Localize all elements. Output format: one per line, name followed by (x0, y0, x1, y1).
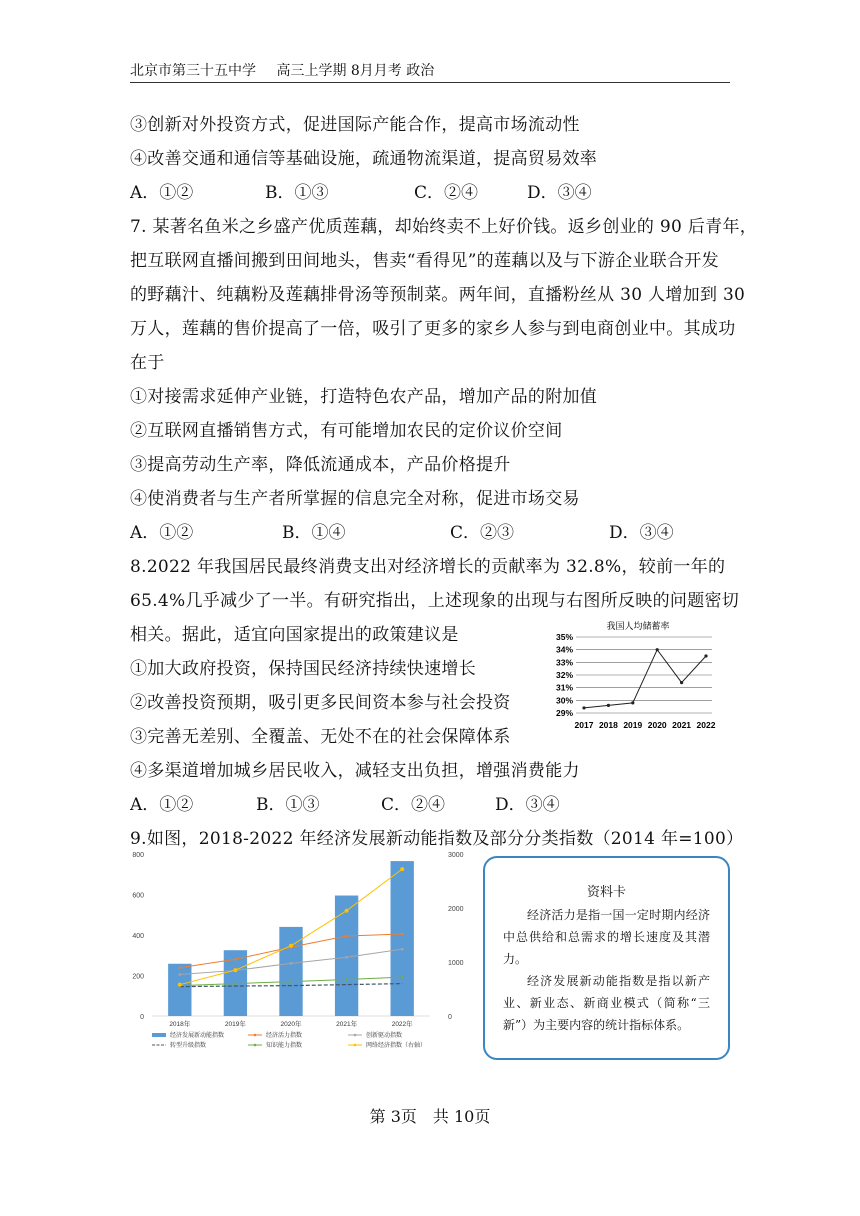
q8-option-3: ③完善无差别、全覆盖、无处不在的社会保障体系 (130, 727, 511, 747)
card-paragraph-2: 经济发展新动能指数是指以新产业、新业态、新商业模式（简称“三新”）为主要内容的统计指标体系。 (503, 974, 710, 1032)
page-footer: 第 3页 共 10页 (369, 1107, 491, 1126)
y-right-tick-label: 3000 (448, 852, 464, 859)
q8-option-2: ②改善投资预期，吸引更多民间资本参与社会投资 (130, 693, 511, 713)
data-point (607, 704, 610, 707)
q7-option-2: ②互联网直播销售方式，有可能增加农民的定价议价空间 (130, 421, 563, 441)
bar (168, 964, 191, 1016)
data-point (345, 978, 348, 981)
q6-choice-a: A．①② (130, 183, 194, 203)
q9-stem: 9.如图，2018-2022 年经济发展新动能指数及部分分类指数（2014 年=100） (130, 829, 744, 849)
q7-option-1: ①对接需求延伸产业链，打造特色农产品，增加产品的附加值 (130, 387, 598, 407)
series-line (584, 650, 706, 708)
y-left-tick-label: 0 (140, 1014, 144, 1021)
bar (391, 861, 414, 1016)
x-tick-label: 2022 (696, 720, 716, 730)
data-point (289, 944, 293, 948)
card-title: 资料卡 (586, 885, 626, 900)
y-tick-label: 34% (555, 644, 573, 655)
x-tick-label: 2018年 (169, 1021, 191, 1028)
data-point (179, 967, 182, 970)
legend-marker (254, 1034, 257, 1037)
q7-choice-d: D．③④ (609, 523, 674, 543)
legend-marker (354, 1044, 357, 1047)
q8-choice-a: A．①② (130, 795, 194, 815)
data-point (631, 701, 634, 704)
legend-label: 创新驱动指数 (366, 1033, 403, 1039)
card-paragraph-1: 经济活力是指一国一定时期内经济中总供给和总需求的增长速度及其潜力。 (503, 908, 710, 966)
q7-stem-4: 万人，莲藕的售价提高了一倍，吸引了更多的家乡人参与到电商创业中。其成功 (130, 319, 736, 339)
legend-swatch (152, 1033, 166, 1037)
data-point (582, 706, 585, 709)
q7-option-4: ④使消费者与生产者所掌握的信息完全对称，促进市场交易 (130, 489, 580, 509)
legend-label: 转型升级指数 (170, 1043, 207, 1049)
y-tick-label: 35% (555, 632, 573, 642)
data-point (233, 968, 237, 972)
q8-stem-3: 相关。据此，适宜向国家提出的政策建议是 (130, 625, 459, 645)
legend-label: 经济活力指数 (266, 1033, 303, 1039)
exam-title: 高三上学期 8月月考 政治 (276, 63, 435, 79)
q8-choice-d: D．③④ (495, 795, 560, 815)
q8-stem-1: 8.2022 年我国居民最终消费支出对经济增长的贡献率为 32.8%，较前一年的 (130, 557, 726, 577)
q6-choice-c: C．②④ (414, 183, 479, 203)
data-point (179, 973, 182, 976)
y-tick-label: 29% (555, 708, 573, 718)
data-point (234, 958, 237, 961)
q7-choice-a: A．①② (130, 523, 194, 543)
q8-option-4: ④多渠道增加城乡居民收入，减轻支出负担，增强消费能力 (130, 761, 580, 781)
q8-stem-2: 65.4%几乎减少了一半。有研究指出，上述现象的出现与右图所反映的问题密切 (130, 591, 740, 611)
savings-rate-chart (540, 617, 720, 735)
y-right-tick-label: 2000 (448, 906, 464, 913)
y-left-tick-label: 800 (132, 852, 144, 859)
y-tick-label: 31% (555, 682, 573, 693)
q7-choice-c: C．②③ (450, 523, 515, 543)
y-tick-label: 33% (555, 657, 573, 668)
q8-option-1: ①加大政府投资，保持国民经济持续快速增长 (130, 659, 476, 679)
data-point (345, 956, 348, 959)
page-header (130, 60, 730, 80)
q7-option-3: ③提高劳动生产率，降低流通成本，产品价格提升 (130, 455, 511, 475)
legend-label: 经济发展新动能指数 (170, 1033, 225, 1039)
x-tick-label: 2020 (647, 720, 667, 730)
x-tick-label: 2021年 (336, 1021, 358, 1028)
y-right-tick-label: 1000 (448, 960, 464, 967)
data-point (401, 976, 404, 979)
legend-label: 网络经济指数（右轴） (366, 1043, 427, 1049)
data-point (704, 654, 707, 657)
data-point (401, 933, 404, 936)
legend-marker (354, 1034, 357, 1037)
x-tick-label: 2019年 (224, 1021, 246, 1028)
header-divider (130, 82, 730, 83)
data-point (401, 948, 404, 951)
legend-marker (254, 1044, 257, 1047)
x-tick-label: 2018 (598, 720, 618, 730)
q7-stem-2: 把互联网直播间搬到田间地头，售卖“看得见”的莲藕以及与下游企业联合开发 (130, 251, 719, 271)
x-tick-label: 2022年 (391, 1021, 413, 1028)
q7-choice-b: B．①④ (282, 523, 346, 543)
q7-stem-1: 7. 某著名鱼米之乡盛产优质莲藕，却始终卖不上好价钱。返乡创业的 90 后青年， (130, 217, 758, 237)
data-point (400, 867, 404, 871)
y-left-tick-label: 400 (132, 933, 144, 940)
data-point (290, 980, 293, 983)
x-tick-label: 2020年 (280, 1021, 302, 1028)
y-left-tick-label: 200 (132, 973, 144, 981)
new-momentum-index-chart (130, 848, 475, 1058)
q6-option-4: ④改善交通和通信等基础设施，疏通物流渠道，提高贸易效率 (130, 149, 598, 169)
data-point (656, 648, 659, 651)
q8-choice-c: C．②④ (381, 795, 446, 815)
y-left-tick-label: 600 (132, 892, 144, 900)
q7-stem-5: 在于 (130, 353, 165, 373)
q6-option-3: ③创新对外投资方式，促进国际产能合作，提高市场流动性 (130, 115, 580, 135)
data-point (345, 935, 348, 938)
info-card (483, 856, 730, 1060)
data-point (178, 983, 182, 987)
q6-choice-d: D．③④ (527, 183, 592, 203)
q8-choice-b: B．①③ (256, 795, 320, 815)
data-point (345, 909, 349, 913)
y-right-tick-label: 0 (448, 1014, 452, 1021)
q6-choice-b: B．①③ (265, 183, 329, 203)
data-point (680, 681, 683, 684)
data-point (234, 982, 237, 985)
x-tick-label: 2021 (672, 720, 692, 730)
x-tick-label: 2017 (574, 720, 594, 730)
school-name: 北京市第三十五中学 (130, 63, 256, 79)
q7-stem-3: 的野藕汁、纯藕粉及莲藕排骨汤等预制菜。两年间，直播粉丝从 30 人增加到 30 (130, 285, 746, 305)
x-tick-label: 2019 (623, 720, 643, 730)
chart-title: 我国人均储蓄率 (606, 621, 670, 631)
y-tick-label: 30% (555, 695, 573, 706)
data-point (290, 962, 293, 965)
y-tick-label: 32% (555, 670, 573, 680)
legend-label: 知识能力指数 (266, 1043, 303, 1049)
